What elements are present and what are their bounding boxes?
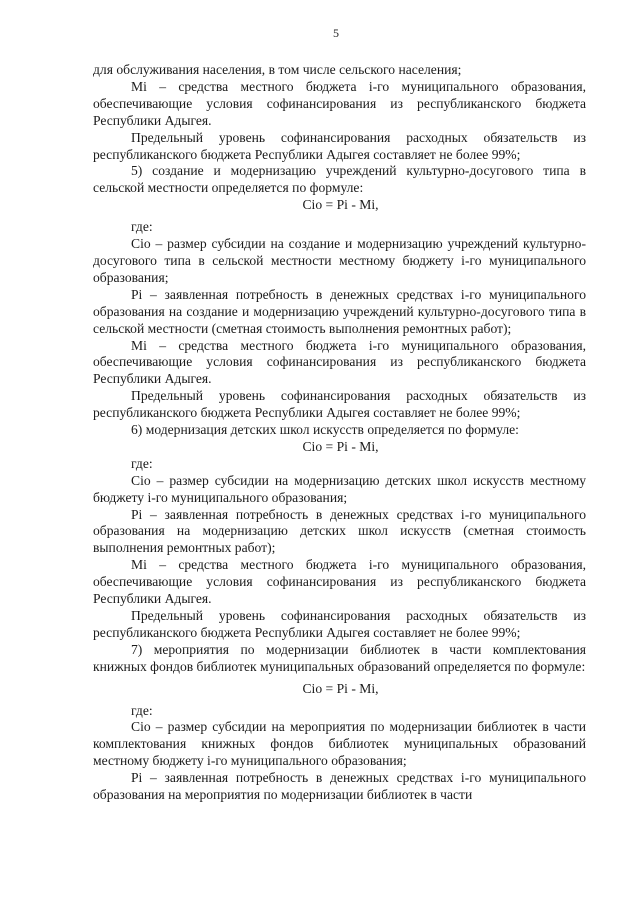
definition-cio: Сio – размер субсидии на мероприятия по модернизации библиотек в части комплектования книжных фондов библиотек муниципальных образований местному бюджету i-го муниципального образования;	[93, 719, 586, 769]
document-body	[93, 62, 586, 804]
item-6-heading: 6) модернизация детских школ искусств определяется по формуле:	[131, 422, 519, 438]
definition-pi: Pi – заявленная потребность в денежных средствах i-го муниципального образования на создание и модернизацию учреждений культурно-досугового типа в сельской местности (сметная стоимость выполнения ремонтных работ);	[93, 286, 586, 336]
paragraph-continuation: для обслуживания населения, в том числе сельского населения;	[93, 62, 462, 77]
definition-pi: Pi – заявленная потребность в денежных средствах i-го муниципального образования на модернизацию детских школ искусств (сметная стоимость выполнения ремонтных работ);	[93, 506, 586, 556]
item-5-heading: 5) создание и модернизацию учреждений культурно-досугового типа в сельской местности определяется по формуле:	[93, 163, 586, 196]
definition-mi: Mi – средства местного бюджета i-го муниципального образования, обеспечивающие условия софинансирования из республиканского бюджета Республики Адыгея.	[93, 337, 586, 387]
definition-cio: Сio – размер субсидии на модернизацию детских школ искусств местному бюджету i-го муниципального образования;	[93, 472, 586, 505]
where-label: где:	[131, 455, 153, 471]
definition-mi: Mi – средства местного бюджета i-го муниципального образования, обеспечивающие условия софинансирования из республиканского бюджета Республики Адыгея.	[93, 557, 586, 607]
definition-cio: Сio – размер субсидии на создание и модернизацию учреждений культурно-досугового типа в сельской местности местному бюджету i-го муниципального образования;	[93, 236, 586, 285]
definition-mi: Mi – средства местного бюджета i-го муниципального образования, обеспечивающие условия софинансирования из республиканского бюджета Республики Адыгея.	[93, 78, 586, 128]
cofinancing-limit-paragraph: Предельный уровень софинансирования расходных обязательств из республиканского бюджета Республики Адыгея составляет не более 99%;	[93, 388, 586, 421]
formula: Сio = Pi - Mi,	[302, 438, 379, 454]
formula: Сio = Pi - Mi,	[302, 197, 379, 213]
formula: Сio = Pi - Mi,	[302, 680, 379, 696]
where-label: где:	[131, 219, 153, 235]
cofinancing-limit-paragraph: Предельный уровень софинансирования расходных обязательств из республиканского бюджета Республики Адыгея составляет не более 99%;	[93, 129, 586, 162]
definition-pi: Pi – заявленная потребность в денежных средствах i-го муниципального образования на мероприятия по модернизации библиотек в части	[93, 770, 586, 803]
item-7-heading: 7) мероприятия по модернизации библиотек в части комплектования книжных фондов библиотек муниципальных образований определяется по формуле:	[93, 641, 586, 674]
where-label: где:	[131, 702, 153, 718]
cofinancing-limit-paragraph: Предельный уровень софинансирования расходных обязательств из республиканского бюджета Республики Адыгея составляет не более 99%;	[93, 608, 586, 640]
page-number: 5	[333, 26, 339, 40]
